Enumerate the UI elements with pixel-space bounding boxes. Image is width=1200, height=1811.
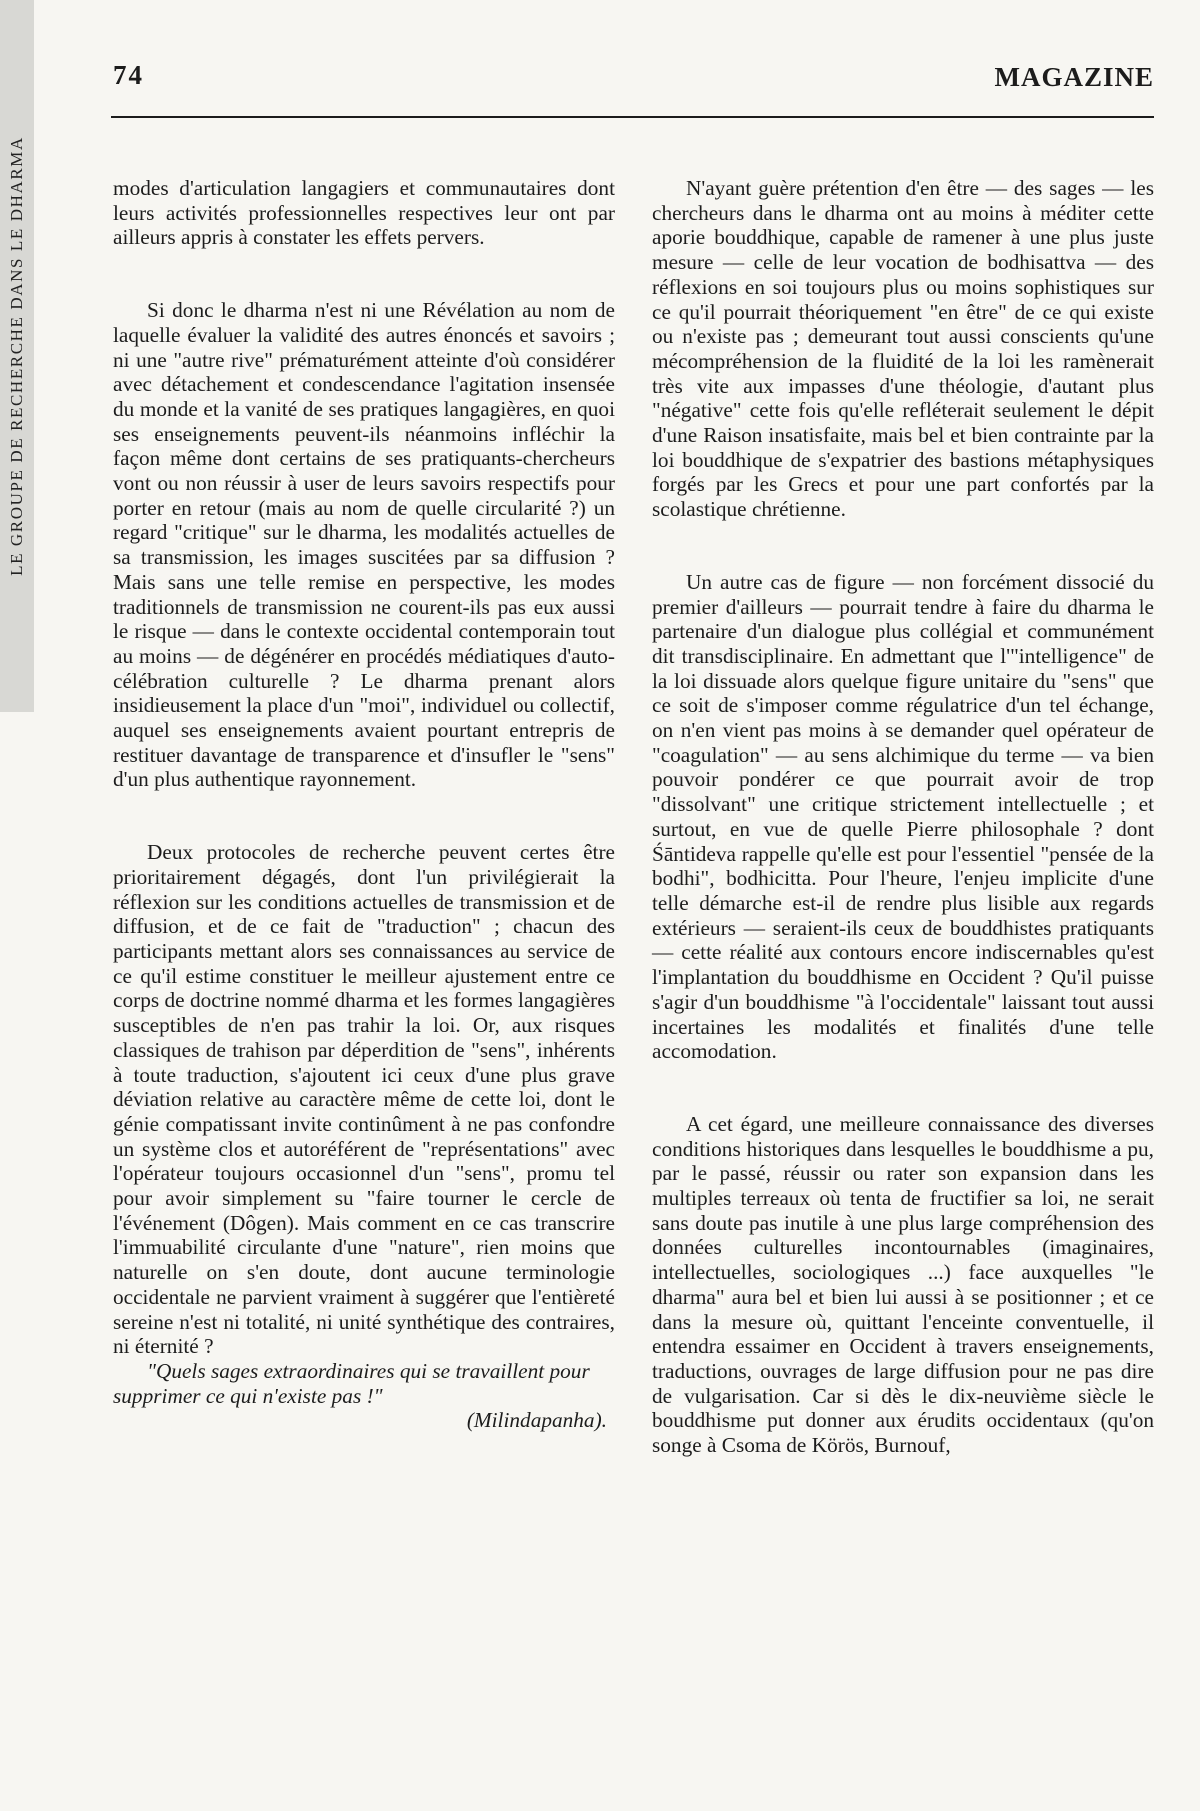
left-paragraph-2: Si donc le dharma n'est ni une Révélation au nom de laquelle évaluer la validité des autres énoncés et savoirs ; ni une "autre rive" prématurément atteinte d'où considérer avec détachement et condescendance l'agitation insensée du monde et la vanité de ses pratiques langagières, en quoi ses enseignements peuvent-ils néanmoins infléchir la façon même dont certains de ses pratiquants-chercheurs vont ou non réussir à user de leurs savoirs respectifs pour porter en retour (mais au nom de quelle circularité ?) un regard "critique" sur le dharma, les modalités actuelles de sa transmission, les images suscitées par sa diffusion ? Mais sans une telle remise en perspective, les modes traditionnels de transmission ne courent-ils pas eux aussi le risque — dans le contexte occidental contemporain tout au moins — de dégénérer en procédés médiatiques d'auto-célébration culturelle ? Le dharma prenant alors insidieusement la place d'un "moi", individuel ou collectif, auquel ses enseignements avaient pourtant entrepris de restituer davantage de transparence et d'insufler le "sens" d'un plus authentique rayonnement. <box>113 298 615 792</box>
epigraph-source: (Milindapanha). <box>466 1408 607 1433</box>
right-paragraph-1: N'ayant guère prétention d'en être — des sages — les chercheurs dans le dharma ont au moins à méditer cette aporie bouddhique, capable de ramener à une plus juste mesure — celle de leur vocation de bodhisattva — des réflexions en soi toujours plus ou moins sophistiques sur ce qu'il pourrait théoriquement "en être" de ce qui existe ou n'existe pas ; demeurant tout aussi conscients qu'une mécompréhension de la fluidité de la loi les ramènerait très vite aux impasses d'une théologie, d'autant plus "négative" cette fois qu'elle refléterait seulement le dépit d'une Raison insatisfaite, mais bel et bien contrainte par la loi bouddhique de s'expatrier des bastions métaphysiques forgés par les Grecs et pour une part confortés par la scolastique chrétienne. <box>652 176 1154 522</box>
side-banner-text: LE GROUPE DE RECHERCHE DANS LE DHARMA <box>7 136 26 576</box>
left-paragraph-1: modes d'articulation langagiers et communautaires dont leurs activités professionnelles respectives leur ont par ailleurs appris à constater les effets pervers. <box>113 176 615 250</box>
right-paragraph-3: A cet égard, une meilleure connaissance des diverses conditions historiques dans lesquelles le bouddhisme a pu, par le passé, réussir ou rater son expansion dans les multiples terreaux où tenta de fructifier sa loi, ne serait sans doute pas inutile à une plus large compréhension des données culturelles incontournables (imaginaires, intellectuelles, sociologiques ...) face auxquelles "le dharma" aura bel et bien lui aussi à se positionner ; et ce dans la mesure où, quittant l'enceinte conventuelle, il entendra essaimer en Occident à travers enseignements, traductions, ouvrages de large diffusion pour ne pas dire de vulgarisation. Car si dès le dix-neuvième siècle le bouddhisme put donner aux érudits occidentaux (qu'on songe à Csoma de Körös, Burnouf, <box>652 1111 1154 1458</box>
epigraph-quote: "Quels sages extraordinaires qui se travaillent pour supprimer ce qui n'existe pas !" <box>113 1358 590 1408</box>
section-title: MAGAZINE <box>994 62 1154 92</box>
page-number: 74 <box>113 60 144 90</box>
header-rule <box>111 116 1154 118</box>
left-column <box>113 176 615 1433</box>
side-banner <box>0 0 34 712</box>
right-paragraph-2: Un autre cas de figure — non forcément dissocié du premier d'ailleurs — pourrait tendre à faire du dharma le partenaire d'un dialogue plus collégial et communément dit transdisciplinaire. En admettant que l'"intelligence" de la loi dissuade alors quelque figure unitaire du "sens" que ce soit de s'imposer comme régulatrice d'un tel échange, on n'en vient pas moins à se demander quel opérateur de "coagulation" — au sens alchimique du terme — va bien pouvoir pondérer ce que pourrait avoir de trop "dissolvant" une critique strictement intellectuelle ; et surtout, en vue de quelle Pierre philosophale ? dont Śāntideva rappelle qu'elle est pour l'essentiel "pensée de la bodhi", bodhicitta. Pour l'heure, l'enjeu implicite d'une telle démarche est-il de rendre plus lisible aux regards extérieurs — seraient-ils ceux de bouddhistes pratiquants — cette réalité aux contours encore indiscernables qu'est l'implantation du bouddhisme en Occident ? Qu'il puisse s'agir d'un bouddhisme "à l'occidentale" laissant tout aussi incertaines les modalités et finalités d'une telle accomodation. <box>652 569 1154 1064</box>
left-paragraph-3: Deux protocoles de recherche peuvent certes être prioritairement dégagés, dont l'un privilégierait la réflexion sur les conditions actuelles de transmission et de diffusion, et de ce fait de "traduction" ; chacun des participants mettant alors ses connaissances au service de ce qu'il estime constituer le meilleur ajustement entre ce corps de doctrine nommé dharma et les formes langagières susceptibles de n'en pas trahir la loi. Or, aux risques classiques de trahison par déperdition de "sens", inhérents à toute traduction, s'ajoutent ici ceux d'une plus grave déviation relative au caractère même de cette loi, dont le génie compatissant invite continûment à ne pas confondre un système clos et autoréférent de "représentations" avec l'opérateur toujours occasionnel d'un "sens", promu tel pour avoir simplement su "faire tourner le cercle de l'événement (Dôgen). Mais comment en ce cas transcrire l'immuabilité circulante d'une "nature", rien moins que naturelle on s'en doute, dont aucune terminologie occidentale ne parvient vraiment à suggérer que l'entièreté sereine n'est ni totalité, ni unité synthétique des contraires, ni éternité ? <box>113 840 615 1359</box>
right-column <box>652 176 1154 1458</box>
